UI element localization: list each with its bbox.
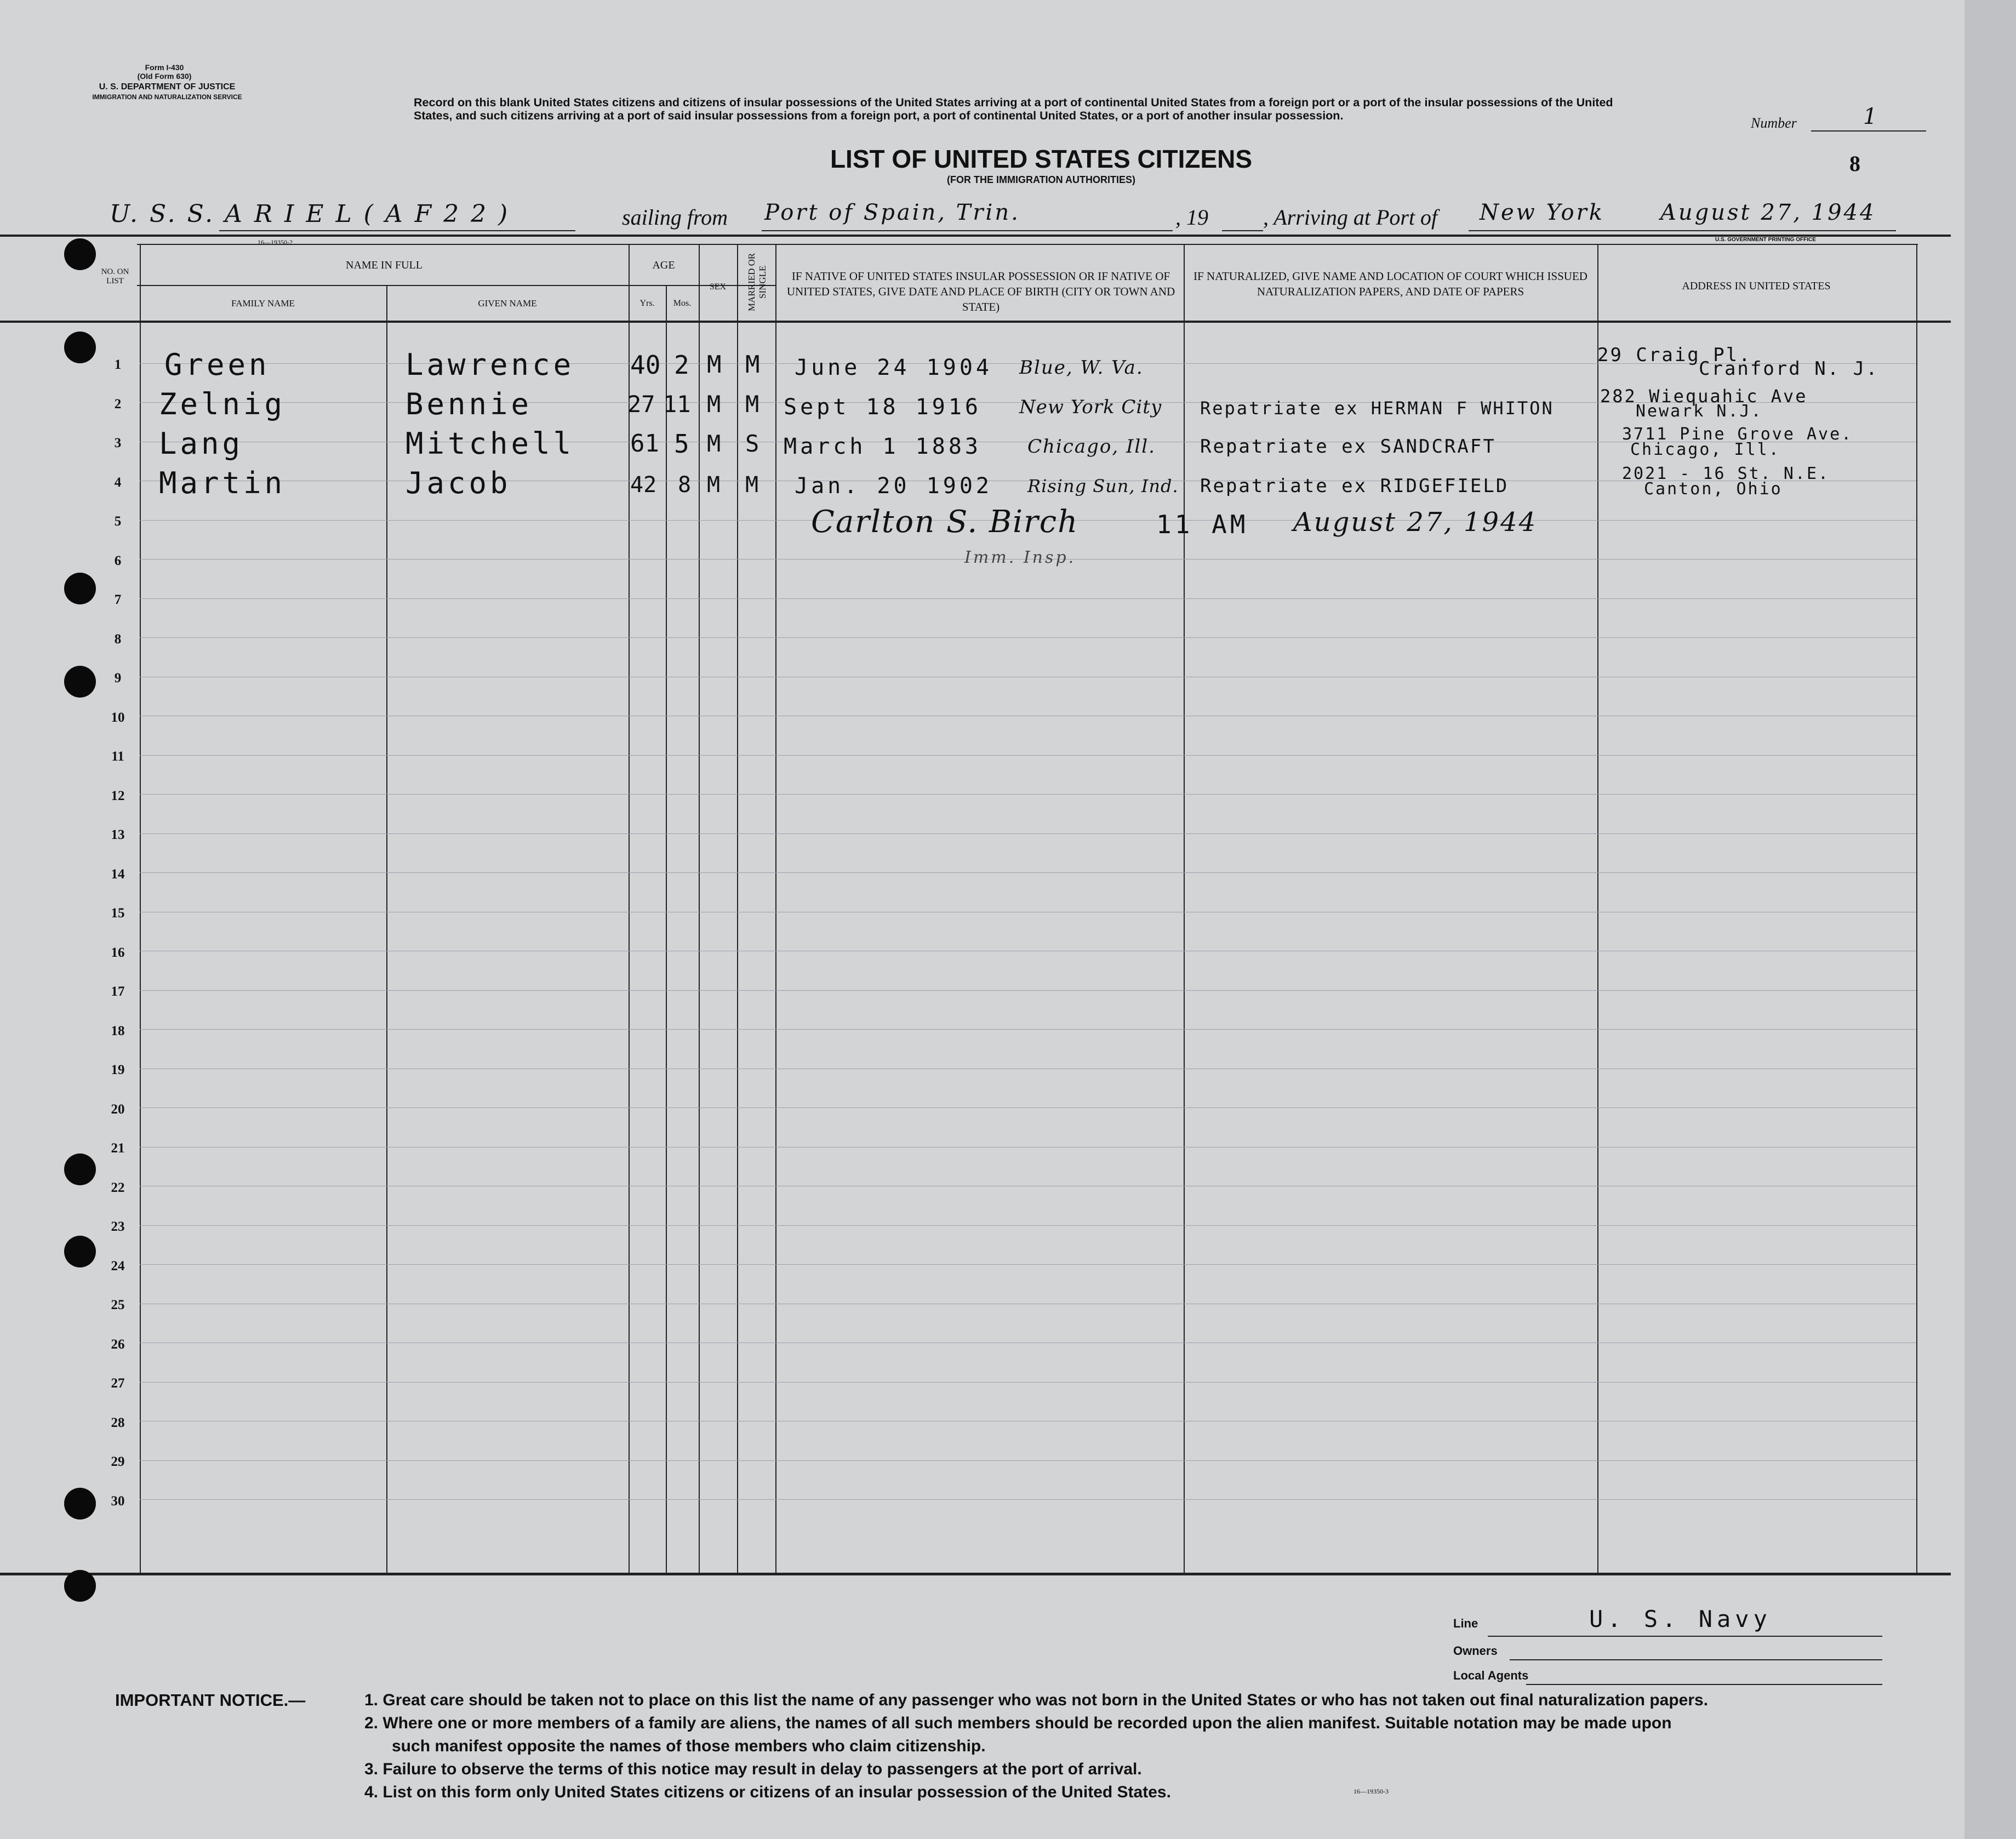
table-header-top [137, 244, 1918, 245]
row-number: 19 [111, 1063, 125, 1077]
row4-birth-date: Jan. 20 1902 [795, 473, 992, 499]
row4-ms: M [745, 472, 759, 498]
row3-address-2: Chicago, Ill. [1630, 440, 1780, 459]
service-name: IMMIGRATION AND NATURALIZATION SERVICE [92, 93, 242, 101]
instructions-text: Record on this blank United States citizens and citizens of insular possessions of the United States arriving at a port of continental United States from a foreign port or a port of the insular possessions of the United States, and such citizens arriving at a port of said insular possessions from a foreign port, a port of continental United States, or a port of another insular possession. [414, 96, 1613, 122]
row4-birth-place: Rising Sun, Ind. [1027, 476, 1179, 496]
gpo-mark: U.S. GOVERNMENT PRINTING OFFICE [1715, 237, 1816, 243]
page-subtitle: (FOR THE IMMIGRATION AUTHORITIES) [947, 174, 1135, 185]
notice-item-3: 3. Failure to observe the terms of this notice may result in delay to passengers at the port of arrival. [364, 1760, 1142, 1778]
bottom-print-code: 16—19350-3 [1353, 1787, 1389, 1795]
owners-underline [1510, 1659, 1882, 1660]
row4-yrs: 42 [630, 472, 657, 498]
ruled-line [140, 1107, 1916, 1108]
notice-item-1: 1. Great care should be taken not to place on this list the name of any passenger who was not born in the United States or who has not taken out final naturalization papers. [364, 1691, 1709, 1709]
row3-birth-date: March 1 1883 [784, 434, 981, 459]
binder-hole [64, 666, 96, 698]
row2-address-1: 282 Wiequahic Ave [1600, 386, 1808, 407]
row2-naturalized: Repatriate ex HERMAN F WHITON [1200, 398, 1554, 419]
ruled-line [140, 1499, 1916, 1500]
arrival-date: August 27, 1944 [1660, 200, 1876, 225]
row1-given: Lawrence [406, 347, 575, 382]
row-number: 8 [114, 632, 122, 647]
row-number: 26 [111, 1337, 125, 1352]
row3-family: Lang [159, 426, 244, 461]
header-sex: SEX [709, 282, 727, 292]
row-number: 4 [114, 475, 122, 490]
header-birth: IF NATIVE OF UNITED STATES INSULAR POSSESSION OR IF NATIVE OF UNITED STATES, GIVE DATE AND PLACE OF BIRTH (CITY OR TOWN AND STATE) [786, 270, 1175, 313]
col-line-given [629, 244, 630, 1573]
ruled-line [140, 1029, 1916, 1030]
row-number: 21 [111, 1141, 125, 1156]
row2-birth-date: Sept 18 1916 [784, 395, 981, 420]
col-line-address [1916, 244, 1917, 1573]
owners-label: Owners [1453, 1644, 1498, 1658]
page-number: 8 [1849, 151, 1860, 176]
year-label: , 19 [1175, 205, 1208, 230]
department-name: U. S. DEPARTMENT OF JUSTICE [99, 82, 236, 92]
col-line-ms [775, 244, 776, 1573]
inspection-time: 11 AM [1156, 510, 1249, 539]
row-number: 2 [114, 397, 122, 412]
header-yrs: Yrs. [639, 299, 655, 308]
row-number: 12 [111, 789, 125, 803]
row1-family: Green [164, 347, 270, 382]
ruled-line [140, 1225, 1916, 1226]
ruled-line [140, 833, 1916, 834]
row3-address-1: 3711 Pine Grove Ave. [1622, 425, 1853, 444]
col-line-yrs [666, 285, 667, 1573]
table-bottom-rule [0, 1573, 1951, 1575]
department-block [77, 82, 258, 102]
header-married-single: MARRIED OR SINGLE [746, 253, 768, 312]
row3-given: Mitchell [406, 426, 575, 461]
arriving-underline [1469, 230, 1896, 231]
number-value: 1 [1863, 104, 1880, 129]
row-number: 16 [111, 945, 125, 960]
row-number: 14 [111, 867, 125, 882]
row2-ms: M [745, 391, 759, 418]
row-number: 30 [111, 1494, 125, 1509]
row-number: 7 [114, 592, 122, 607]
row1-ms: M [745, 351, 760, 379]
row-number: 1 [114, 357, 122, 372]
row-number: 24 [111, 1259, 125, 1273]
name-age-subrule [137, 285, 775, 286]
inspection-date: August 27, 1944 [1293, 507, 1538, 538]
row1-mos: 2 [674, 350, 689, 380]
sailing-from-label: sailing from [622, 205, 728, 230]
ruled-line [140, 1460, 1916, 1461]
sailing-underline [762, 230, 1173, 231]
row-number: 27 [111, 1376, 125, 1391]
row-number: 13 [111, 827, 125, 842]
row1-address-2: Cranford N. J. [1699, 358, 1879, 380]
form-number: Form I-430 [145, 63, 184, 72]
number-underline [1811, 130, 1926, 132]
print-code: 16—19350-2 [258, 238, 293, 246]
ruled-line [140, 794, 1916, 795]
row3-mos: 5 [674, 429, 689, 459]
row4-address-1: 2021 - 16 St. N.E. [1622, 464, 1830, 483]
row2-yrs: 27 [627, 391, 655, 418]
row4-family: Martin [159, 466, 286, 500]
agents-underline [1526, 1684, 1882, 1685]
header-mos: Mos. [673, 299, 692, 308]
col-line-family [386, 285, 387, 1573]
sailing-from-value: Port of Spain, Trin. [764, 200, 1020, 225]
row-number: 18 [111, 1024, 125, 1038]
binder-hole [64, 1153, 96, 1185]
header-address: ADDRESS IN UNITED STATES [1682, 280, 1831, 292]
row3-naturalized: Repatriate ex SANDCRAFT [1200, 436, 1496, 458]
ruled-line [140, 990, 1916, 991]
notice-heading: IMPORTANT NOTICE.— [115, 1690, 306, 1710]
row1-yrs: 40 [630, 350, 661, 380]
row-number: 17 [111, 984, 125, 999]
row-number: 15 [111, 906, 125, 921]
line-label: Line [1453, 1617, 1478, 1630]
form-id-block [110, 63, 219, 81]
inspector-signature: Carlton S. Birch [811, 504, 1079, 540]
header-name-in-full: NAME IN FULL [346, 259, 422, 271]
arriving-port: New York [1480, 200, 1604, 225]
number-label: Number [1751, 115, 1797, 131]
ruled-line [140, 637, 1916, 638]
row-number: 11 [111, 749, 124, 764]
page-edge [1964, 0, 2016, 1839]
inspector-title: Imm. Insp. [964, 548, 1076, 567]
ruled-line [140, 755, 1916, 756]
row-number: 10 [111, 710, 125, 725]
row3-birth-place: Chicago, Ill. [1027, 436, 1156, 458]
row-number: 28 [111, 1415, 125, 1430]
row2-address-2: Newark N.J. [1636, 402, 1763, 421]
row4-mos: 8 [678, 472, 692, 498]
col-line-naturalized [1597, 244, 1598, 1573]
row-number: 9 [114, 671, 122, 686]
row3-ms: S [745, 430, 759, 457]
ruled-line [140, 1264, 1916, 1265]
header-given-name: GIVEN NAME [478, 298, 537, 309]
line-underline [1488, 1636, 1882, 1637]
row2-sex: M [707, 391, 721, 418]
col-line-sex [737, 244, 738, 1573]
row-number: 3 [114, 436, 122, 450]
row1-birth-place: Blue, W. Va. [1019, 357, 1144, 379]
row1-sex: M [707, 351, 722, 379]
notice-item-2: 2. Where one or more members of a family are aliens, the names of all such members should be recorded upon the alien manifest. Suitable notation may be made upon [364, 1714, 1672, 1732]
table-top-rule [0, 235, 1951, 237]
row-number: 6 [114, 553, 122, 568]
notice-item-2-cont: such manifest opposite the names of those members who claim citizenship. [392, 1737, 986, 1755]
header-naturalized: IF NATURALIZED, GIVE NAME AND LOCATION OF COURT WHICH ISSUED NATURALIZATION PAPERS, AND DATE OF PAPERS [1193, 270, 1587, 298]
row-number: 5 [114, 514, 122, 529]
row-number: 23 [111, 1219, 125, 1234]
row-number: 29 [111, 1454, 125, 1469]
row3-yrs: 61 [630, 430, 659, 458]
col-line-mos [699, 244, 700, 1573]
row3-sex: M [707, 430, 721, 457]
row2-family: Zelnig [159, 387, 286, 421]
table-header-bottom [0, 321, 1951, 323]
year-underline [1222, 230, 1263, 231]
col-line-no [140, 244, 141, 1573]
col-line-birth [1184, 244, 1185, 1573]
binder-hole [64, 1488, 96, 1520]
row2-birth-place: New York City [1019, 396, 1162, 418]
row1-birth-date: June 24 1904 [795, 355, 992, 380]
binder-hole [64, 238, 96, 270]
header-family-name: FAMILY NAME [231, 298, 295, 309]
binder-hole [64, 573, 96, 604]
row4-sex: M [707, 472, 721, 498]
page-title: LIST OF UNITED STATES CITIZENS [830, 145, 1253, 173]
agents-label: Local Agents [1453, 1669, 1529, 1682]
binder-hole [64, 1236, 96, 1267]
ruled-line [140, 598, 1916, 599]
old-form-number: (Old Form 630) [137, 72, 192, 81]
row4-given: Jacob [406, 466, 511, 500]
row4-naturalized: Repatriate ex RIDGEFIELD [1200, 475, 1509, 497]
ruled-line [140, 1382, 1916, 1383]
row2-mos: 11 [663, 391, 691, 418]
header-no-on-list: NO. ON LIST [101, 267, 129, 285]
row-number: 20 [111, 1102, 125, 1117]
row1-address-1: 29 Craig Pl. [1597, 344, 1752, 366]
binder-hole [64, 332, 96, 363]
vessel-name: U. S. S. A R I E L ( A F 2 2 ) [110, 200, 510, 228]
row4-address-2: Canton, Ohio [1644, 479, 1783, 499]
ruled-line [140, 872, 1916, 873]
arriving-label: , Arriving at Port of [1263, 205, 1438, 230]
row-number: 22 [111, 1180, 125, 1195]
binder-hole [64, 1570, 96, 1602]
row-number: 25 [111, 1298, 125, 1312]
vessel-underline [219, 230, 575, 231]
notice-item-4: 4. List on this form only United States citizens or citizens of an insular possession of the United States. [364, 1783, 1171, 1801]
header-age: AGE [652, 259, 675, 271]
line-value: U. S. Navy [1589, 1606, 1772, 1632]
row2-given: Bennie [406, 387, 533, 421]
